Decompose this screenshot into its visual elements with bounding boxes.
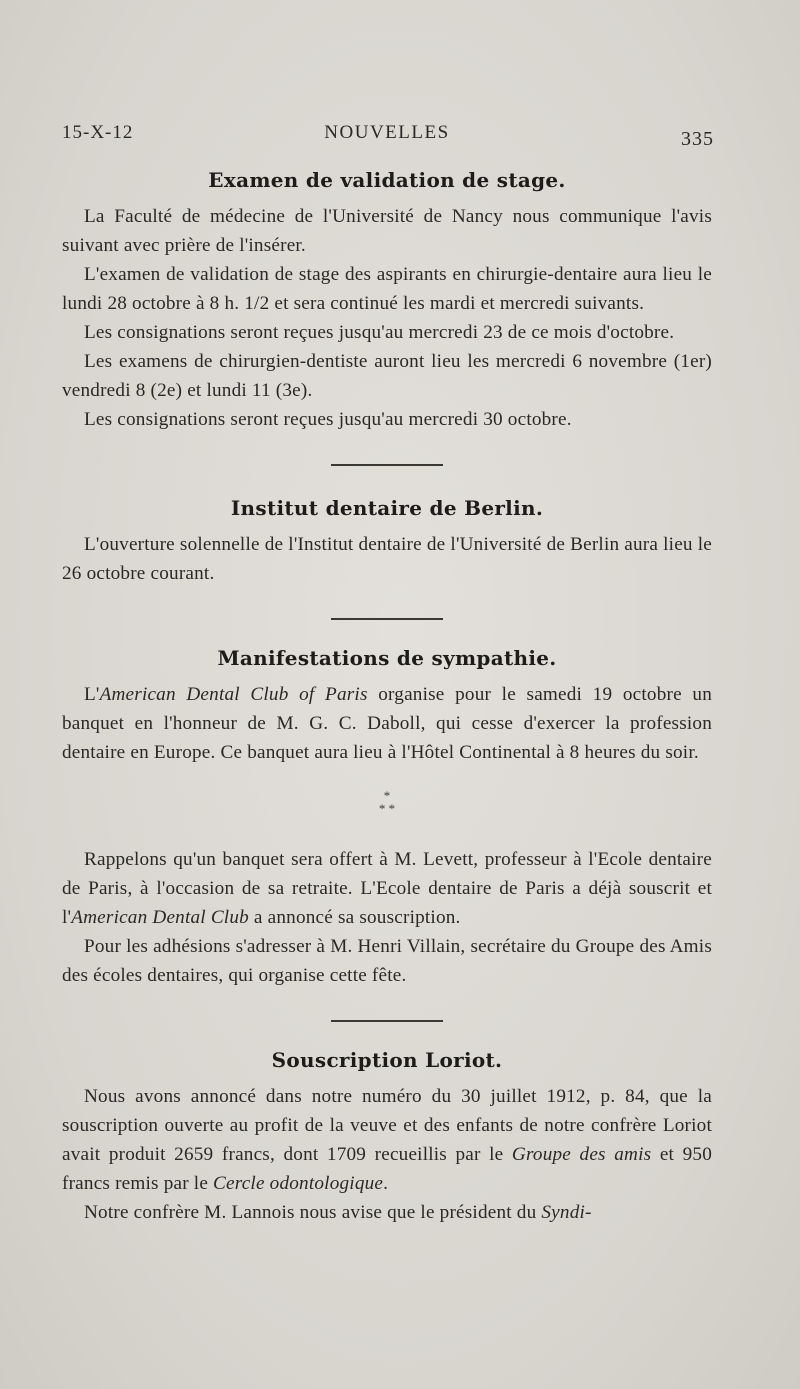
paragraph: L'ouverture solennelle de l'Institut dentaire de l'Université de Berlin aura lieu le 26 octobre courant. <box>62 534 712 584</box>
paragraph: Nous avons annoncé dans notre numéro du 30 juillet 1912, p. 84, que la souscription ouverte au profit de la veuve et des enfants de notre confrère Loriot avait produit 2659 francs, dont 1709 recueillis par le Groupe des amis et 950 francs remis par le Cercle odontologique. <box>62 1086 713 1194</box>
section-title: Institut dentaire de Berlin. <box>230 496 544 520</box>
section-heading: NOUVELLES <box>324 122 450 143</box>
issue-date: 15-X-12 <box>62 122 134 143</box>
section-title: Manifestations de sympathie. <box>217 646 557 670</box>
paragraph: L'examen de validation de stage des aspirants en chirurgie-dentaire aura lieu le lundi 28 octobre à 8 h. 1/2 et sera continué les mardi et mercredi suivants. <box>62 264 712 314</box>
paragraph: Les consignations seront reçues jusqu'au mercredi 23 de ce mois d'octobre. <box>84 322 675 343</box>
club-name: American Dental Club of Paris <box>99 684 368 705</box>
running-head <box>62 122 712 150</box>
section-validation-stage <box>62 168 712 434</box>
asterism: * * * <box>378 788 396 816</box>
club-name: American Dental Club <box>71 907 249 928</box>
article-body <box>62 168 712 1227</box>
section-title: Souscription Loriot. <box>271 1048 503 1072</box>
section-manifestations <box>62 646 712 990</box>
section-souscription-loriot <box>62 1048 712 1227</box>
paragraph: Notre confrère M. Lannois nous avise que le président du Syndi- <box>84 1202 592 1223</box>
page-number: 335 <box>681 128 714 150</box>
paragraph: Rappelons qu'un banquet sera offert à M. Levett, professeur à l'Ecole dentaire de Paris, à l'occasion de sa retraite. L'Ecole dentaire de Paris a déjà souscrit et l'American Dental Club a annoncé sa souscription. <box>62 849 712 928</box>
section-title: Examen de validation de stage. <box>208 168 566 192</box>
paragraph: La Faculté de médecine de l'Université de Nancy nous communique l'avis suivant avec prière de l'insérer. <box>62 206 712 256</box>
paragraph: Les consignations seront reçues jusqu'au mercredi 30 octobre. <box>84 409 572 430</box>
section-institut-berlin <box>62 496 712 588</box>
paragraph: L'American Dental Club of Paris organise pour le samedi 19 octobre un banquet en l'honneur de M. G. C. Daboll, qui cesse d'exercer la profession dentaire en Europe. Ce banquet aura lieu à l'Hôtel Continental à 8 heures du soir. <box>62 684 713 763</box>
paragraph: Les examens de chirurgien-dentiste auront lieu les mercredi 6 novembre (1er) vendredi 8 (2e) et lundi 11 (3e). <box>62 351 712 401</box>
paragraph: Pour les adhésions s'adresser à M. Henri Villain, secrétaire du Groupe des Amis des écoles dentaires, qui organise cette fête. <box>62 936 712 986</box>
